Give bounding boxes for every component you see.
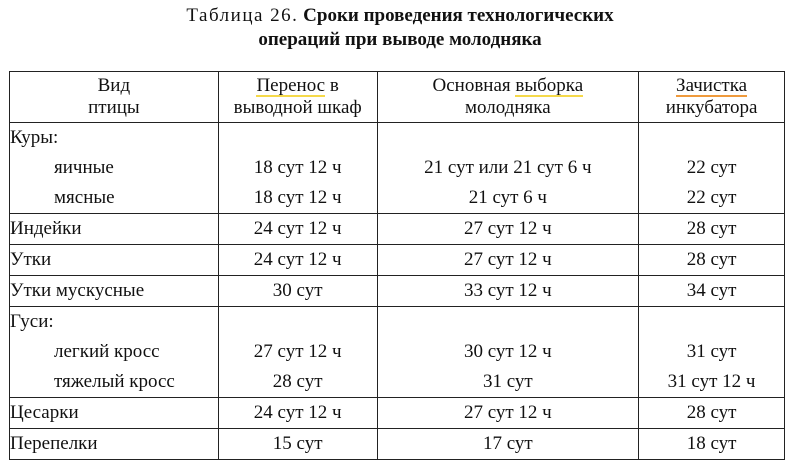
- cell-main: [377, 307, 639, 338]
- cell-transfer: [218, 123, 377, 154]
- cell-main: 27 сут 12 ч: [377, 398, 639, 429]
- table-number: Таблица 26.: [186, 5, 299, 26]
- cell-clean: 34 сут: [639, 276, 785, 307]
- cell-clean: 22 сут: [639, 153, 785, 183]
- table-row: [10, 245, 785, 276]
- table-title-part-1: Сроки проведения технологических: [303, 5, 614, 26]
- cell-bird: тяжелый кросс: [10, 367, 219, 398]
- cell-clean: 28 сут: [639, 214, 785, 245]
- highlight-transfer: Перенос: [256, 75, 326, 96]
- cell-bird: Утки: [10, 245, 219, 276]
- cell-clean: 31 сут: [639, 337, 785, 367]
- cell-transfer: 15 сут: [218, 429, 377, 460]
- cell-bird: Утки мускусные: [10, 276, 219, 307]
- caption-line-1: [0, 4, 800, 28]
- cell-bird: Индейки: [10, 214, 219, 245]
- table-row: [10, 429, 785, 460]
- cell-main: 27 сут 12 ч: [377, 245, 639, 276]
- cell-clean: [639, 307, 785, 338]
- cell-clean: [639, 123, 785, 154]
- cell-clean: 18 сут: [639, 429, 785, 460]
- cell-transfer: 24 сут 12 ч: [218, 214, 377, 245]
- cell-main: 21 сут 6 ч: [377, 183, 639, 214]
- table-header-row: [10, 72, 785, 123]
- table-row: [10, 367, 785, 398]
- cell-transfer: 18 сут 12 ч: [218, 183, 377, 214]
- header-cleaning: Зачистка инкубатора: [639, 72, 785, 123]
- table-title-part-2: операций при выводе молодняка: [258, 29, 542, 50]
- cell-main: 33 сут 12 ч: [377, 276, 639, 307]
- table-caption: [0, 4, 800, 52]
- highlight-selection: выборка: [515, 75, 584, 96]
- cell-clean: 31 сут 12 ч: [639, 367, 785, 398]
- timing-table: [9, 71, 785, 460]
- cell-clean: 28 сут: [639, 398, 785, 429]
- cell-transfer: 28 сут: [218, 367, 377, 398]
- cell-transfer: 30 сут: [218, 276, 377, 307]
- cell-bird: яичные: [10, 153, 219, 183]
- cell-bird: Перепелки: [10, 429, 219, 460]
- cell-clean: 22 сут: [639, 183, 785, 214]
- cell-transfer: 24 сут 12 ч: [218, 245, 377, 276]
- cell-transfer: [218, 307, 377, 338]
- table-row: [10, 398, 785, 429]
- cell-bird: Гуси:: [10, 307, 219, 338]
- table-row: [10, 153, 785, 183]
- table-row: [10, 183, 785, 214]
- cell-main: 21 сут или 21 сут 6 ч: [377, 153, 639, 183]
- header-bird-type: Вид птицы: [10, 72, 219, 123]
- cell-main: 27 сут 12 ч: [377, 214, 639, 245]
- table-row: [10, 214, 785, 245]
- cell-bird: мясные: [10, 183, 219, 214]
- header-transfer: Перенос в выводной шкаф: [218, 72, 377, 123]
- table-row: [10, 337, 785, 367]
- table-row: [10, 123, 785, 154]
- table-row: [10, 276, 785, 307]
- cell-bird: Куры:: [10, 123, 219, 154]
- highlight-cleaning: Зачистка: [676, 75, 748, 96]
- cell-bird: Цесарки: [10, 398, 219, 429]
- cell-main: [377, 123, 639, 154]
- table-row: [10, 307, 785, 338]
- cell-bird: легкий кросс: [10, 337, 219, 367]
- cell-main: 30 сут 12 ч: [377, 337, 639, 367]
- cell-clean: 28 сут: [639, 245, 785, 276]
- cell-transfer: 24 сут 12 ч: [218, 398, 377, 429]
- header-main-selection: Основная выборка молодняка: [377, 72, 639, 123]
- cell-main: 31 сут: [377, 367, 639, 398]
- cell-main: 17 сут: [377, 429, 639, 460]
- cell-transfer: 27 сут 12 ч: [218, 337, 377, 367]
- cell-transfer: 18 сут 12 ч: [218, 153, 377, 183]
